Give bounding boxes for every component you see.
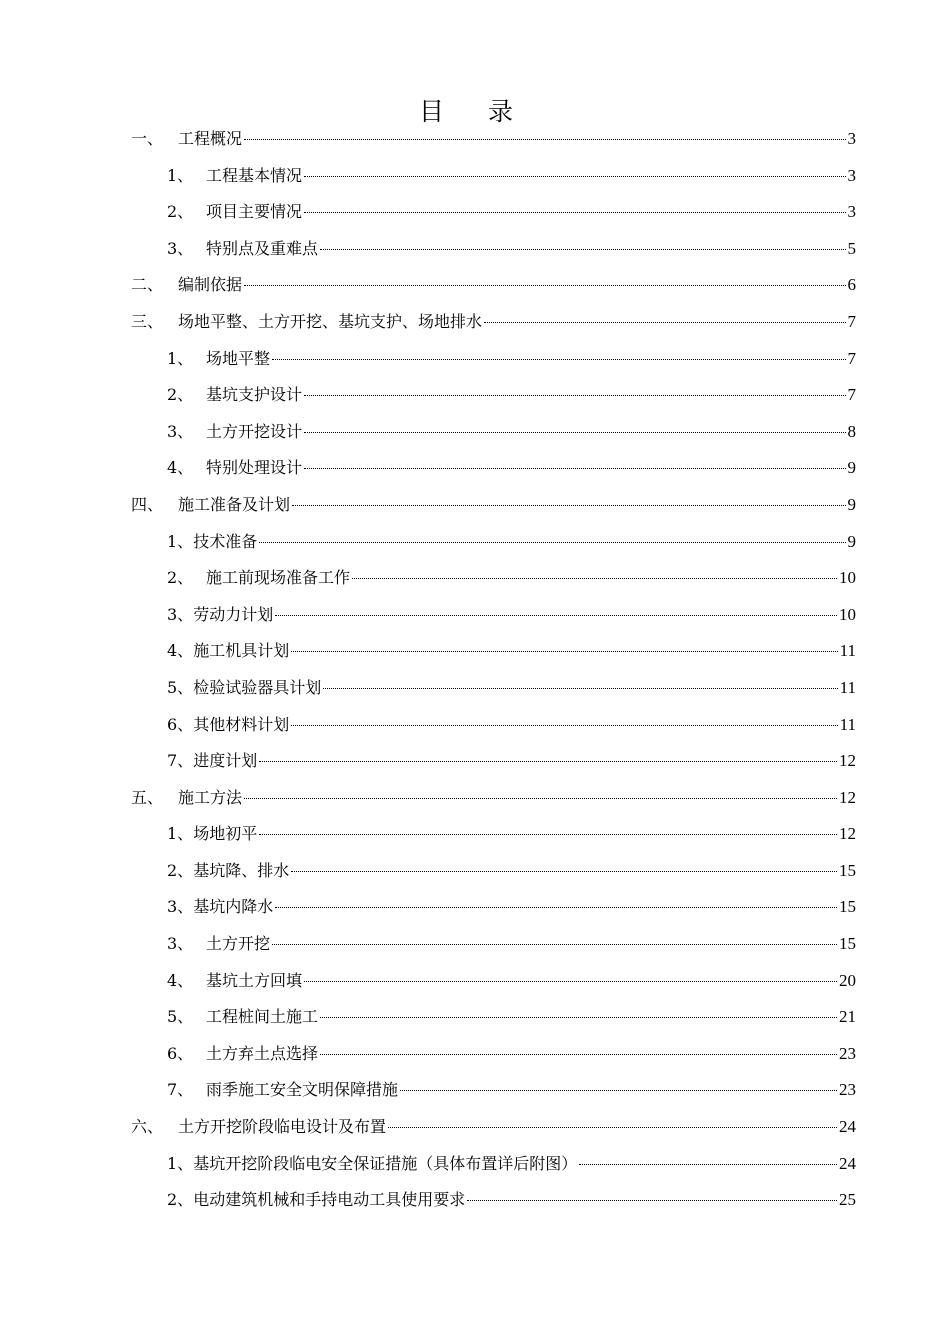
toc-dot-leader (484, 322, 845, 323)
toc-page-number[interactable]: 12 (839, 787, 856, 807)
toc-page-number[interactable]: 9 (847, 494, 856, 514)
toc-dot-leader (323, 688, 837, 689)
toc-entry-label[interactable]: 基坑支护设计 (206, 385, 303, 405)
toc-entry[interactable] (131, 926, 856, 963)
toc-entry-label[interactable]: 工程概况 (178, 129, 243, 148)
toc-entry-number: 1、 (167, 165, 194, 185)
toc-entry[interactable] (131, 743, 856, 780)
toc-entry-number: 三、 (131, 311, 164, 331)
toc-dot-leader (320, 249, 845, 250)
toc-entry[interactable] (131, 450, 856, 487)
toc-entry-label[interactable]: 施工准备及计划 (178, 494, 291, 514)
toc-page-number[interactable]: 24 (839, 1153, 856, 1173)
toc-page-number[interactable]: 10 (839, 568, 856, 588)
toc-dot-leader (244, 139, 845, 140)
toc-page-number[interactable]: 24 (839, 1117, 856, 1137)
toc-entry-label[interactable]: 施工前现场准备工作 (206, 568, 351, 588)
toc-entry-number: 二、 (131, 275, 164, 295)
toc-page-number[interactable]: 7 (847, 348, 856, 368)
toc-entry[interactable] (131, 889, 856, 926)
toc-entry[interactable] (131, 597, 856, 634)
toc-entry-label[interactable]: 编制依据 (178, 275, 243, 295)
toc-entry-number: 7、 (167, 751, 194, 771)
toc-dot-leader (259, 834, 837, 835)
toc-page-number[interactable]: 3 (847, 129, 856, 148)
toc-page-number[interactable]: 11 (839, 714, 856, 734)
toc-dot-leader (579, 1164, 837, 1165)
toc-page-number[interactable]: 25 (839, 1190, 856, 1210)
toc-entry[interactable] (131, 267, 856, 304)
toc-entry-label[interactable]: 项目主要情况 (206, 202, 303, 222)
toc-entry[interactable] (131, 1109, 856, 1146)
toc-dot-leader (275, 907, 837, 908)
toc-page-number[interactable]: 6 (847, 275, 856, 295)
toc-page-number[interactable]: 5 (847, 238, 856, 258)
toc-entry-label[interactable]: 基坑开挖阶段临电安全保证措施（具体布置详后附图） (193, 1153, 578, 1173)
toc-entry-number: 2、 (167, 385, 194, 405)
toc-entry-label[interactable]: 土方开挖阶段临电设计及布置 (178, 1117, 387, 1137)
toc-entry[interactable] (131, 999, 856, 1036)
toc-page-number[interactable]: 15 (839, 897, 856, 917)
toc-title: 目 录 (419, 97, 531, 126)
toc-dot-leader (291, 651, 837, 652)
toc-entry-number: 五、 (131, 787, 164, 807)
toc-entry-label[interactable]: 基坑降、排水 (193, 860, 290, 880)
toc-entry-label[interactable]: 场地初平 (193, 824, 258, 844)
toc-entry-number: 1、 (167, 348, 194, 368)
toc-entry[interactable] (131, 487, 856, 524)
toc-page-number[interactable]: 8 (847, 421, 856, 441)
toc-entry-number: 4、 (167, 641, 194, 661)
toc-entry-label[interactable]: 技术准备 (193, 531, 258, 551)
toc-entry-number: 3、 (167, 897, 194, 917)
toc-entry-number: 3、 (167, 238, 194, 258)
toc-entry-number: 1、 (167, 1153, 194, 1173)
toc-entry-label[interactable]: 工程桩间土施工 (206, 1007, 319, 1027)
toc-page-number[interactable]: 3 (847, 165, 856, 185)
toc-entry-label[interactable]: 基坑土方回填 (206, 970, 303, 990)
toc-entry-label[interactable]: 土方弃土点选择 (206, 1043, 319, 1063)
toc-dot-leader (244, 285, 845, 286)
toc-entry-label[interactable]: 特别处理设计 (206, 458, 303, 478)
toc-dot-leader (304, 176, 845, 177)
toc-entry-number: 6、 (167, 714, 194, 734)
toc-entry-number: 2、 (167, 860, 194, 880)
toc-entry-label[interactable]: 其他材料计划 (193, 714, 290, 734)
toc-dot-leader (400, 1090, 837, 1091)
toc-entry[interactable] (131, 341, 856, 378)
toc-entry[interactable] (131, 560, 856, 597)
toc-page-number[interactable]: 9 (847, 458, 856, 478)
toc-dot-leader (259, 761, 837, 762)
toc-entry-number: 5、 (167, 1007, 194, 1027)
toc-dot-leader (272, 944, 837, 945)
toc-dot-leader (304, 212, 845, 213)
toc-entry-label[interactable]: 施工方法 (178, 787, 243, 807)
toc-dot-leader (320, 1017, 837, 1018)
toc-entry-number: 四、 (131, 494, 164, 514)
toc-entry-label[interactable]: 检验试验器具计划 (193, 677, 322, 697)
toc-entry-number: 六、 (131, 1117, 164, 1137)
toc-dot-leader (275, 615, 837, 616)
toc-entry[interactable] (131, 1146, 856, 1183)
toc-entry[interactable] (131, 377, 856, 414)
toc-dot-leader (304, 395, 845, 396)
toc-dot-leader (304, 468, 845, 469)
toc-page-number[interactable]: 9 (847, 531, 856, 551)
toc-page-number[interactable]: 21 (839, 1007, 856, 1027)
toc-entry-number: 3、 (167, 421, 194, 441)
toc-entry[interactable] (131, 1036, 856, 1073)
toc-entry[interactable] (131, 670, 856, 707)
toc-entry-label[interactable]: 电动建筑机械和手持电动工具使用要求 (193, 1190, 466, 1210)
toc-entry-number: 3、 (167, 934, 194, 954)
toc-dot-leader (304, 981, 837, 982)
toc-entry-label[interactable]: 进度计划 (193, 751, 258, 771)
toc-entry-number: 4、 (167, 458, 194, 478)
toc-page-number[interactable]: 7 (847, 311, 856, 331)
toc-dot-leader (467, 1200, 837, 1201)
toc-page-number[interactable]: 10 (839, 604, 856, 624)
toc-page-number[interactable]: 11 (839, 641, 856, 661)
toc-entry[interactable] (131, 1182, 856, 1219)
toc-dot-leader (292, 505, 845, 506)
toc-page-number[interactable]: 12 (839, 751, 856, 771)
toc-page-number[interactable]: 20 (839, 970, 856, 990)
toc-dot-leader (352, 578, 837, 579)
toc-entry[interactable] (131, 194, 856, 231)
toc-page-number[interactable]: 23 (839, 1080, 856, 1100)
toc-entry-label[interactable]: 工程基本情况 (206, 165, 303, 185)
toc-page-number[interactable]: 23 (839, 1043, 856, 1063)
toc-entry-number: 1、 (167, 531, 194, 551)
toc-entry-label[interactable]: 特别点及重难点 (206, 238, 319, 258)
toc-page-number[interactable]: 7 (847, 385, 856, 405)
toc-entry-number: 4、 (167, 970, 194, 990)
toc-entry-number: 2、 (167, 1190, 194, 1210)
toc-entry[interactable] (131, 780, 856, 817)
toc-entry[interactable] (131, 231, 856, 268)
toc-entry-number: 7、 (167, 1080, 194, 1100)
toc-entry-label[interactable]: 劳动力计划 (193, 604, 274, 624)
toc-page-number[interactable]: 3 (847, 202, 856, 222)
toc-page-number[interactable]: 15 (839, 860, 856, 880)
toc-entry-label[interactable]: 雨季施工安全文明保障措施 (206, 1080, 399, 1100)
toc-entry-number: 一、 (131, 129, 164, 148)
toc-entry[interactable] (131, 853, 856, 890)
toc-entry[interactable] (131, 707, 856, 744)
toc-page-number[interactable]: 15 (839, 934, 856, 954)
toc-dot-leader (244, 798, 837, 799)
toc-entry-label[interactable]: 施工机具计划 (193, 641, 290, 661)
toc-entry[interactable] (131, 816, 856, 853)
toc-entry-number: 6、 (167, 1043, 194, 1063)
toc-entry[interactable] (131, 121, 856, 158)
toc-list (131, 121, 856, 1219)
toc-entry[interactable] (131, 414, 856, 451)
toc-page-number[interactable]: 11 (839, 677, 856, 697)
toc-entry[interactable] (131, 1072, 856, 1109)
toc-entry-label[interactable]: 场地平整、土方开挖、基坑支护、场地排水 (178, 311, 483, 331)
toc-entry-number: 2、 (167, 568, 194, 588)
toc-entry-number: 3、 (167, 604, 194, 624)
toc-entry-label[interactable]: 场地平整 (206, 348, 271, 368)
toc-entry[interactable] (131, 304, 856, 341)
toc-dot-leader (320, 1054, 837, 1055)
toc-dot-leader (272, 359, 845, 360)
toc-entry[interactable] (131, 633, 856, 670)
toc-entry[interactable] (131, 963, 856, 1000)
toc-page-number[interactable]: 12 (839, 824, 856, 844)
toc-entry-label[interactable]: 基坑内降水 (193, 897, 274, 917)
toc-dot-leader (304, 432, 845, 433)
toc-entry[interactable] (131, 158, 856, 195)
toc-entry-number: 2、 (167, 202, 194, 222)
toc-dot-leader (291, 871, 837, 872)
toc-entry-label[interactable]: 土方开挖设计 (206, 421, 303, 441)
toc-entry[interactable] (131, 524, 856, 561)
toc-entry-number: 5、 (167, 677, 194, 697)
toc-entry-label[interactable]: 土方开挖 (206, 934, 271, 954)
toc-entry-number: 1、 (167, 824, 194, 844)
toc-dot-leader (291, 725, 837, 726)
toc-dot-leader (259, 542, 845, 543)
toc-dot-leader (388, 1127, 837, 1128)
